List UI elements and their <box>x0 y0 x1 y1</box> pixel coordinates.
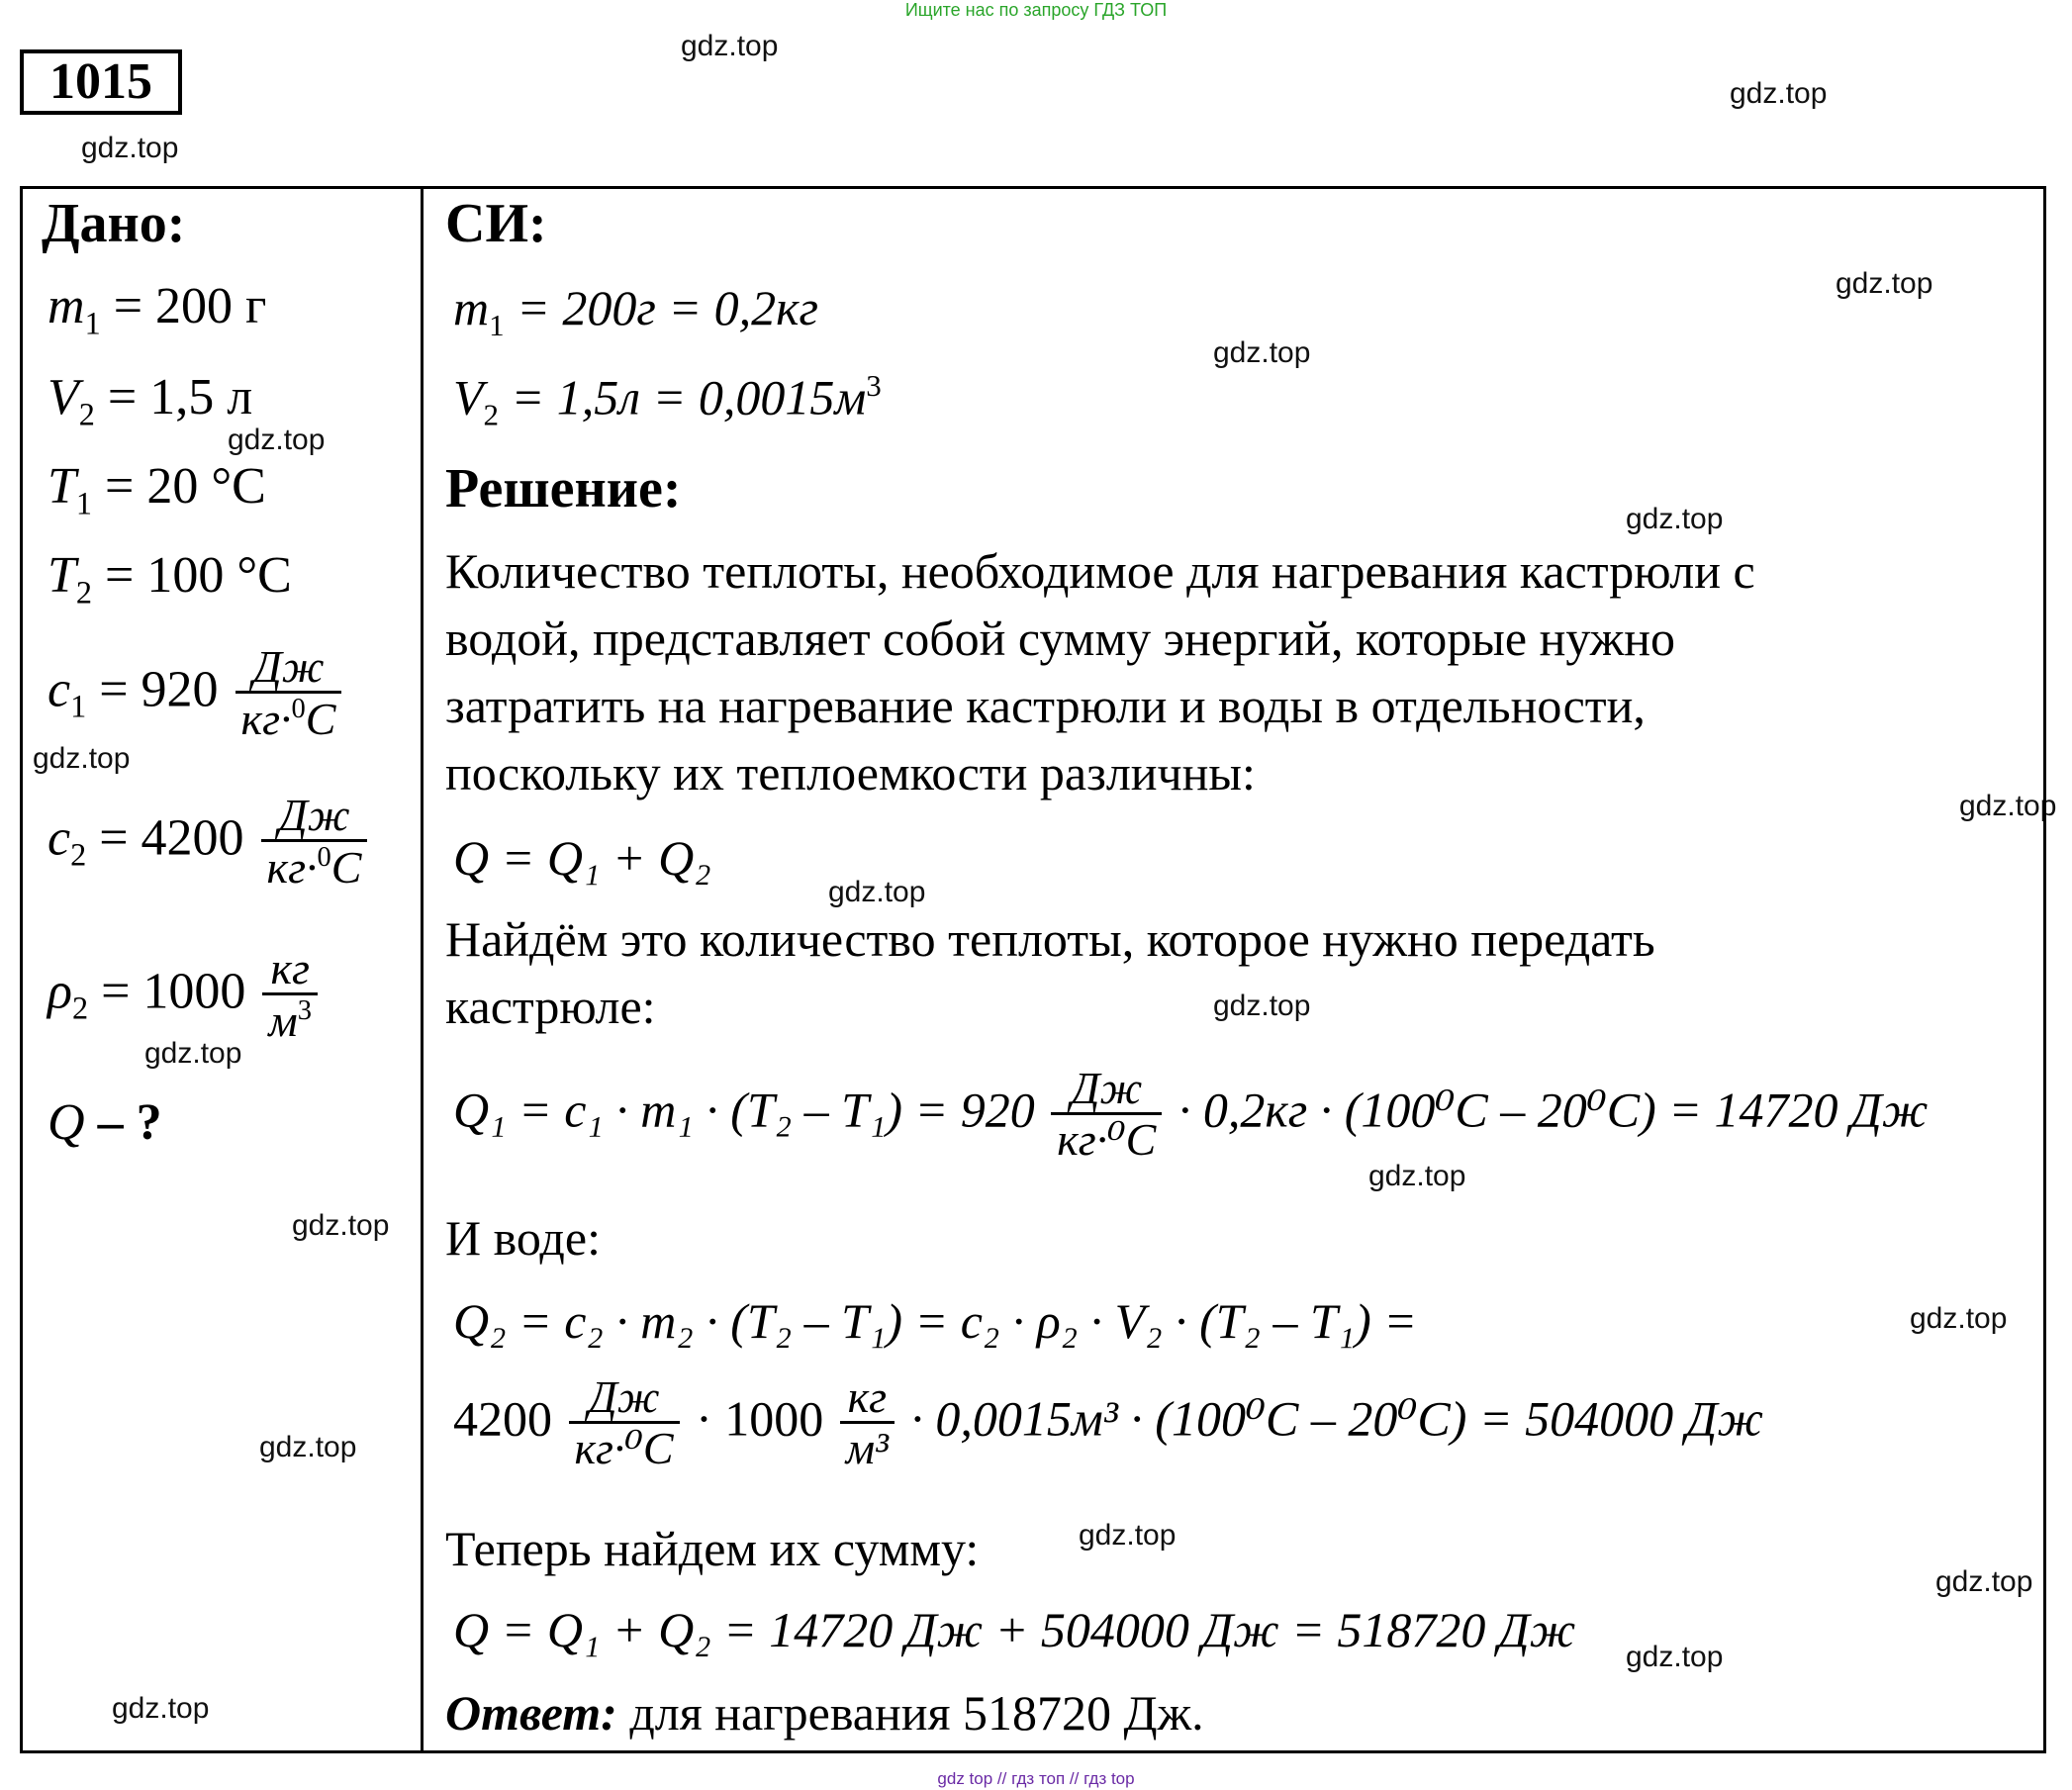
watermark: gdz.top <box>112 1692 210 1725</box>
given-v2: $V_2 = 1,5$ л <box>47 369 253 432</box>
watermark: gdz.top <box>1910 1302 2008 1335</box>
si-v2: $V_2 = 1,5л = 0,0015м^3$ <box>453 368 882 432</box>
watermark: gdz.top <box>828 876 926 908</box>
watermark: gdz.top <box>81 132 179 164</box>
watermark: gdz.top <box>292 1209 390 1242</box>
equation-q2-line2: 4200 $\frac{Дж}{\text{кг·⁰C}}$ · 1000 $\frac{кг}{\text{м³}}$ · 0,0015м³ · (100⁰C – 20⁰C) = 504000 Дж <box>453 1371 1763 1474</box>
watermark: gdz.top <box>1368 1160 1466 1192</box>
given-t1: $T_1 = 20$ °C <box>47 458 266 521</box>
watermark: gdz.top <box>228 424 326 456</box>
watermark: gdz.top <box>1626 503 1724 535</box>
watermark: gdz.top <box>1730 77 1828 110</box>
watermark: gdz.top <box>1959 790 2057 822</box>
solution-paragraph: затратить на нагревание кастрюли и воды в отдельности, <box>445 678 1646 733</box>
solution-paragraph: И воде: <box>445 1210 601 1266</box>
solution-paragraph: водой, представляет собой сумму энергий, которые нужно <box>445 611 1675 666</box>
solution-paragraph: поскольку их теплоемкости различны: <box>445 745 1256 801</box>
solution-paragraph: Найдём это количество теплоты, которое нужно передать <box>445 911 1655 967</box>
watermark: gdz.top <box>1213 336 1311 369</box>
given-find: Q – ? <box>47 1094 162 1151</box>
problem-number: 1015 <box>20 49 182 115</box>
watermark: gdz.top <box>259 1431 357 1463</box>
equation-q1: Q₁ = c₁ · m₁ · (T₂ – T₁) = 920 $\frac{Дж}{\text{кг·⁰C}}$ · 0,2кг · (100⁰C – 20⁰C) = 14720 Дж <box>453 1063 1929 1166</box>
given-m1: $m_1 = 200$ г <box>47 278 267 341</box>
watermark: gdz.top <box>1935 1565 2033 1598</box>
footer-links: gdz top // гдз топ // гдз top <box>937 1769 1135 1788</box>
solution-paragraph: кастрюле: <box>445 979 656 1034</box>
search-hint: Ищите нас по запросу ГДЗ ТОП <box>904 0 1168 20</box>
equation-sum: Q = Q₁ + Q₂ <box>453 830 711 886</box>
given-heading: Дано: <box>42 193 186 254</box>
equation-total: Q = Q₁ + Q₂ = 14720 Дж + 504000 Дж = 518720 Дж <box>453 1602 1576 1657</box>
answer-label: Ответ: <box>445 1685 617 1741</box>
given-t2: $T_2 = 100$ °C <box>47 547 292 611</box>
watermark: gdz.top <box>33 742 131 775</box>
watermark: gdz.top <box>681 30 779 62</box>
answer <box>445 1684 1204 1742</box>
column-divider <box>421 186 424 1753</box>
solution-table <box>20 186 2046 1753</box>
equation-q2-line1: Q₂ = c₂ · m₂ · (T₂ – T₁) = c₂ · ρ₂ · V₂ · (T₂ – T₁) = <box>453 1293 1418 1349</box>
watermark: gdz.top <box>1213 989 1311 1022</box>
answer-text: для нагревания 518720 Дж. <box>629 1685 1204 1741</box>
given-c1: $c_1 = 920$ $\frac{Дж}{кг\cdot^0C}$ <box>47 643 345 745</box>
watermark: gdz.top <box>1626 1641 1724 1673</box>
watermark: gdz.top <box>1079 1519 1177 1552</box>
solution-paragraph: Количество теплоты, необходимое для нагревания кастрюли с <box>445 543 1755 599</box>
given-c2: $c_2 = 4200$ $\frac{Дж}{кг\cdot^0C}$ <box>47 792 371 894</box>
si-heading: СИ: <box>445 193 547 254</box>
given-rho2: $\rho_2 = 1000$ $\frac{кг}{м^3}$ <box>47 945 322 1047</box>
si-m1: $m_1 = 200г = 0,2кг$ <box>453 280 818 342</box>
solution-heading: Решение: <box>445 458 682 519</box>
watermark: gdz.top <box>1836 267 1933 300</box>
solution-paragraph: Теперь найдем их сумму: <box>445 1521 980 1576</box>
watermark: gdz.top <box>144 1037 242 1070</box>
